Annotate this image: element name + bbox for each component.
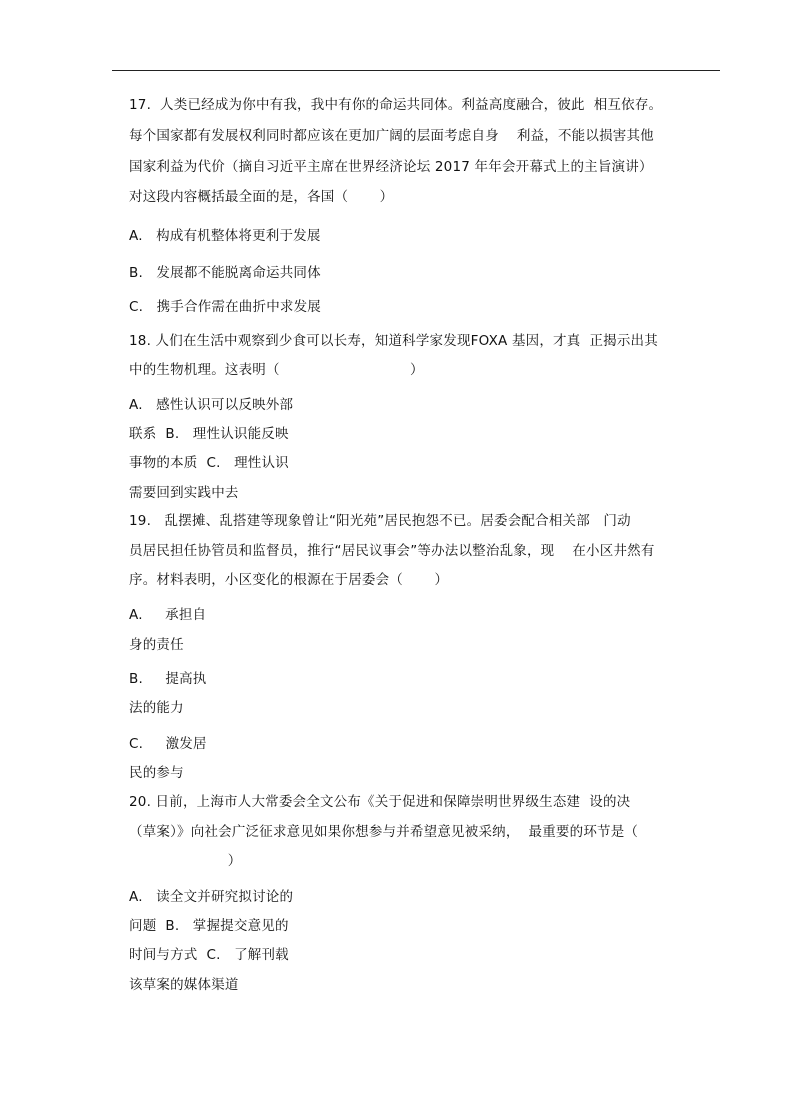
q19-option-c-line-2: 民的参与 <box>129 765 184 781</box>
q19-stem-line-3: 序。材料表明，小区变化的根源在于居委会（ ） <box>129 572 449 588</box>
q18-options-line-1: A. 感性认识可以反映外部 <box>129 397 294 413</box>
q17-stem-line-1: 17. 人类已经成为你中有我，我中有你的命运共同体。利益高度融合，彼此 相互依存。 <box>129 97 663 113</box>
q18-options-line-2: 联系 B. 理性认识能反映 <box>129 426 289 442</box>
q20-stem-line-1: 20. 日前，上海市人大常委会全文公布《关于促进和保障崇明世界级生态建 设的决 <box>129 794 631 810</box>
q17-stem-line-4: 对这段内容概括最全面的是，各国（ ） <box>129 189 394 205</box>
q18-options-line-3: 事物的本质 C. 理性认识 <box>129 455 289 471</box>
q20-stem-line-2: （草案）》向社会广泛征求意见如果你想参与并希望意见被采纳， 最重要的环节是（ <box>129 824 639 840</box>
q19-option-a-line-2: 身的责任 <box>129 637 184 653</box>
q17-option-c: C. 携手合作需在曲折中求发展 <box>129 299 321 315</box>
q17-option-a: A. 构成有机整体将更利于发展 <box>129 228 321 244</box>
q19-option-a-line-1: A. 承担自 <box>129 607 207 623</box>
q20-options-line-3: 时间与方式 C. 了解刊载 <box>129 947 289 963</box>
q20-options-line-2: 问题 B. 掌握提交意见的 <box>129 918 289 934</box>
q17-stem-line-3: 国家利益为代价（摘自习近平主席在世界经济论坛 2017 年年会开幕式上的主旨演讲） <box>129 159 653 175</box>
q20-options-line-4: 该草案的媒体渠道 <box>129 977 239 993</box>
q17-option-b: B. 发展都不能脱离命运共同体 <box>129 265 321 281</box>
q19-option-c-line-1: C. 激发居 <box>129 736 207 752</box>
q19-stem-line-1: 19. 乱摆摊、乱搭建等现象曾让“阳光苑”居民抱怨不已。居委会配合相关部 门动 <box>129 513 631 529</box>
q18-stem-line-2: 中的生物机理。这表明（ ） <box>129 362 424 378</box>
q19-stem-line-2: 员居民担任协管员和监督员，推行“居民议事会”等办法以整治乱象，现 在小区井然有 <box>129 543 655 559</box>
q18-options-line-4: 需要回到实践中去 <box>129 485 239 501</box>
q17-stem-line-2: 每个国家都有发展权利同时都应该在更加广阔的层面考虑自身 利益，不能以损害其他 <box>129 128 654 144</box>
q20-options-line-1: A. 读全文并研究拟讨论的 <box>129 889 294 905</box>
q19-option-b-line-1: B. 提高执 <box>129 671 207 687</box>
q20-stem-line-3: ） <box>129 853 242 869</box>
q18-stem-line-1: 18. 人们在生活中观察到少食可以长寿，知道科学家发现FOXA 基因，才真 正揭示出其 <box>129 333 658 349</box>
header-rule <box>112 70 720 71</box>
q19-option-b-line-2: 法的能力 <box>129 700 184 716</box>
